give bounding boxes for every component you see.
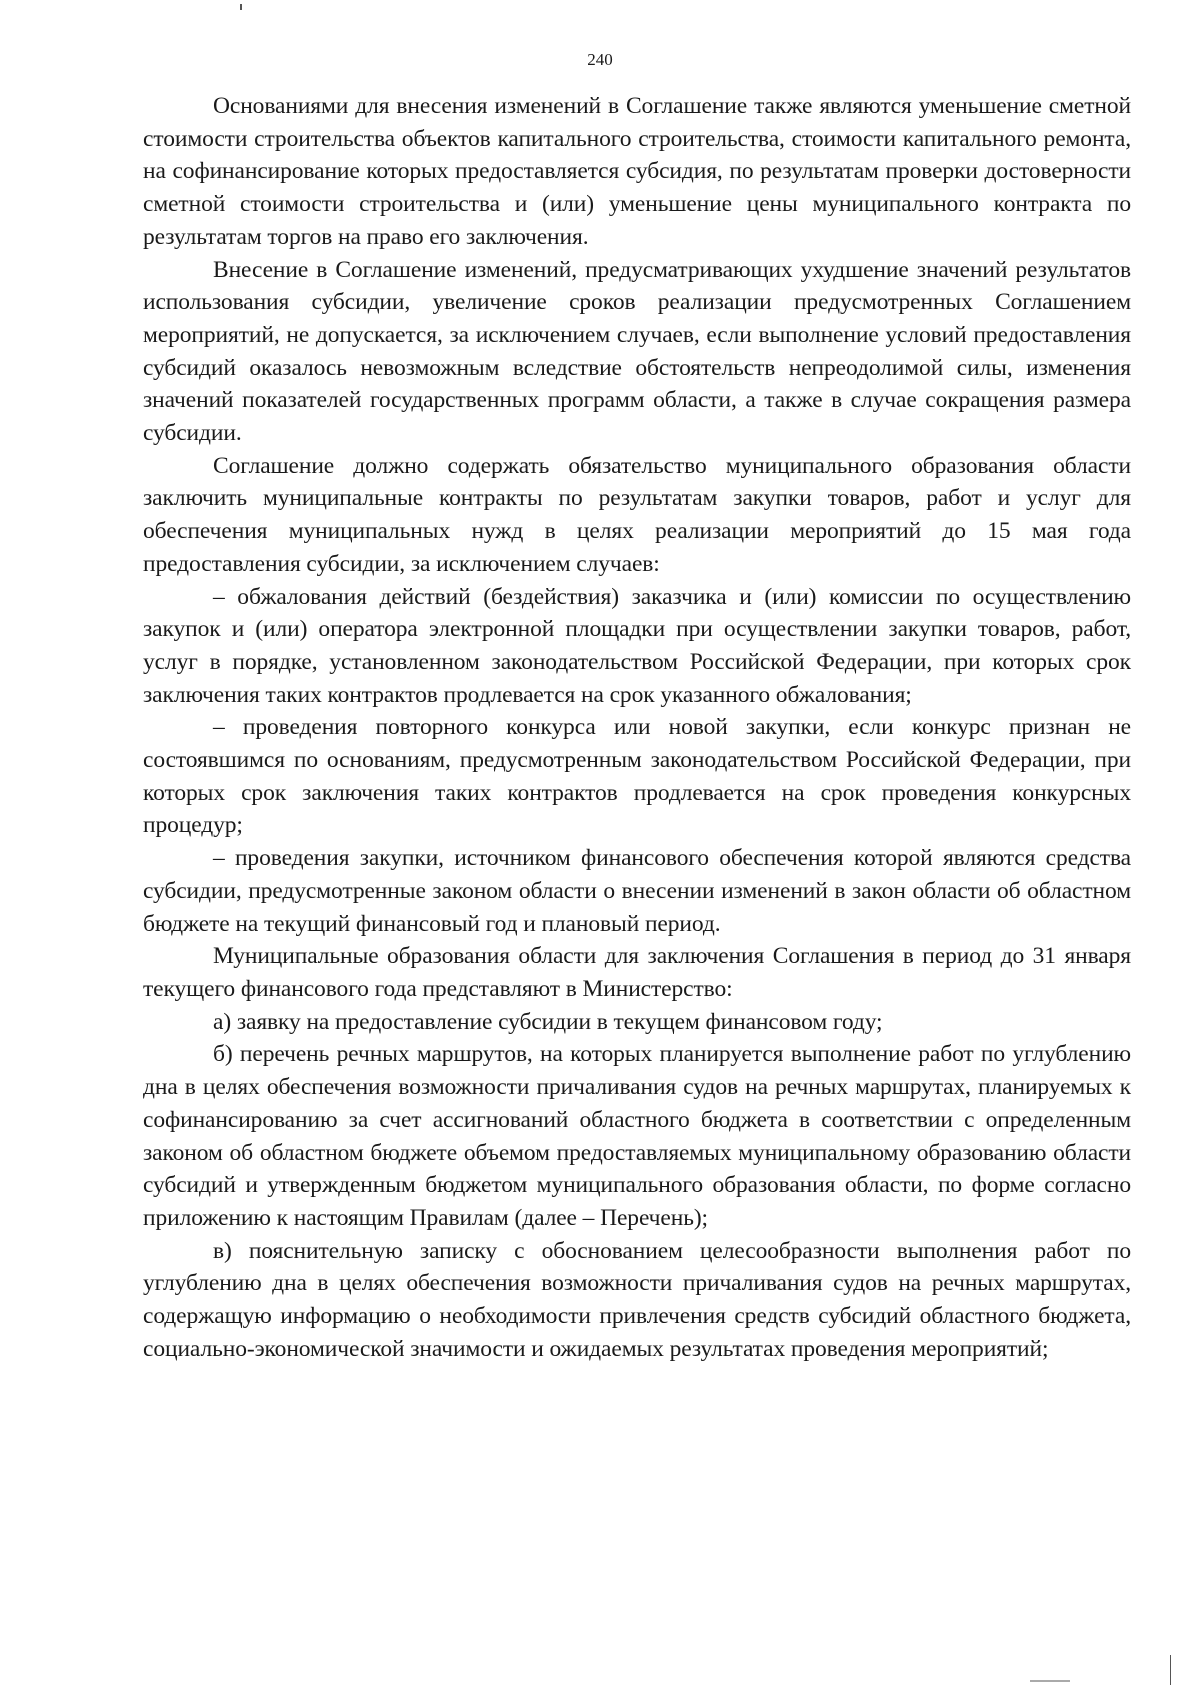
scan-mark (240, 4, 242, 10)
paragraph: Основаниями для внесения изменений в Соглашение также являются уменьшение сметной стоимости строительства объектов капитального строительства, стоимости капитального ремонта, на софинансирование которых предоставляется субсидия, по результатам проверки достоверности сметной стоимости строительства и (или) уменьшение цены муниципального контракта по результатам торгов на право его заключения. (143, 93, 1131, 250)
list-item: в) пояснительную записку с обоснованием целесообразности выполнения работ по углублению дна в целях обеспечения возможности причаливания судов на речных маршрутах, содержащую информацию о необходимости привлечения средств субсидий областного бюджета, социально-экономической значимости и ожидаемых результатах проведения мероприятий; (143, 1237, 1131, 1362)
list-item: – проведения повторного конкурса или новой закупки, если конкурс признан не состоявшимся по основаниям, предусмотренным законодательством Российской Федерации, при которых срок заключения таких контрактов продлевается на срок проведения конкурсных процедур; (143, 714, 1131, 839)
paragraph: Муниципальные образования области для заключения Соглашения в период до 31 января текущего финансового года представляют в Министерство: (143, 943, 1131, 1002)
paragraph: Внесение в Соглашение изменений, предусматривающих ухудшение значений результатов использования субсидии, увеличение сроков реализации предусмотренных Соглашением мероприятий, не допускается, за исключением случаев, если выполнение условий предоставления субсидий оказалось невозможным вследствие обстоятельств непреодолимой силы, изменения значений показателей государственных программ области, а также в случае сокращения размера субсидии. (143, 256, 1131, 447)
page-number: 240 (587, 50, 613, 69)
list-item: а) заявку на предоставление субсидии в текущем финансовом году; (213, 1008, 883, 1035)
scan-mark (1030, 1680, 1070, 1682)
list-item: б) перечень речных маршрутов, на которых планируется выполнение работ по углублению дна в целях обеспечения возможности причаливания судов на речных маршрутах, планируемых к софинансированию за счет ассигнований областного бюджета в соответствии с определенным законом об областном бюджете объемом предоставляемых муниципальному образованию области субсидий и утвержденным бюджетом муниципального образования области, по форме согласно приложению к настоящим Правилам (далее – Перечень); (143, 1041, 1131, 1231)
list-item: – обжалования действий (бездействия) заказчика и (или) комиссии по осуществлению закупок и (или) оператора электронной площадки при осуществлении закупки товаров, работ, услуг в порядке, установленном законодательством Российской Федерации, при которых срок заключения таких контрактов продлевается на срок указанного обжалования; (143, 583, 1131, 708)
list-item: – проведения закупки, источником финансового обеспечения которой являются средства субсидии, предусмотренные законом области о внесении изменений в закон области об областном бюджете на текущий финансовый год и плановый период. (143, 845, 1131, 937)
scan-mark (1170, 1655, 1171, 1685)
paragraph: Соглашение должно содержать обязательство муниципального образования области заключить муниципальные контракты по результатам закупки товаров, работ и услуг для обеспечения муниципальных нужд в целях реализации мероприятий до 15 мая года предоставления субсидии, за исключением случаев: (143, 452, 1131, 577)
document-body (143, 90, 1131, 1365)
